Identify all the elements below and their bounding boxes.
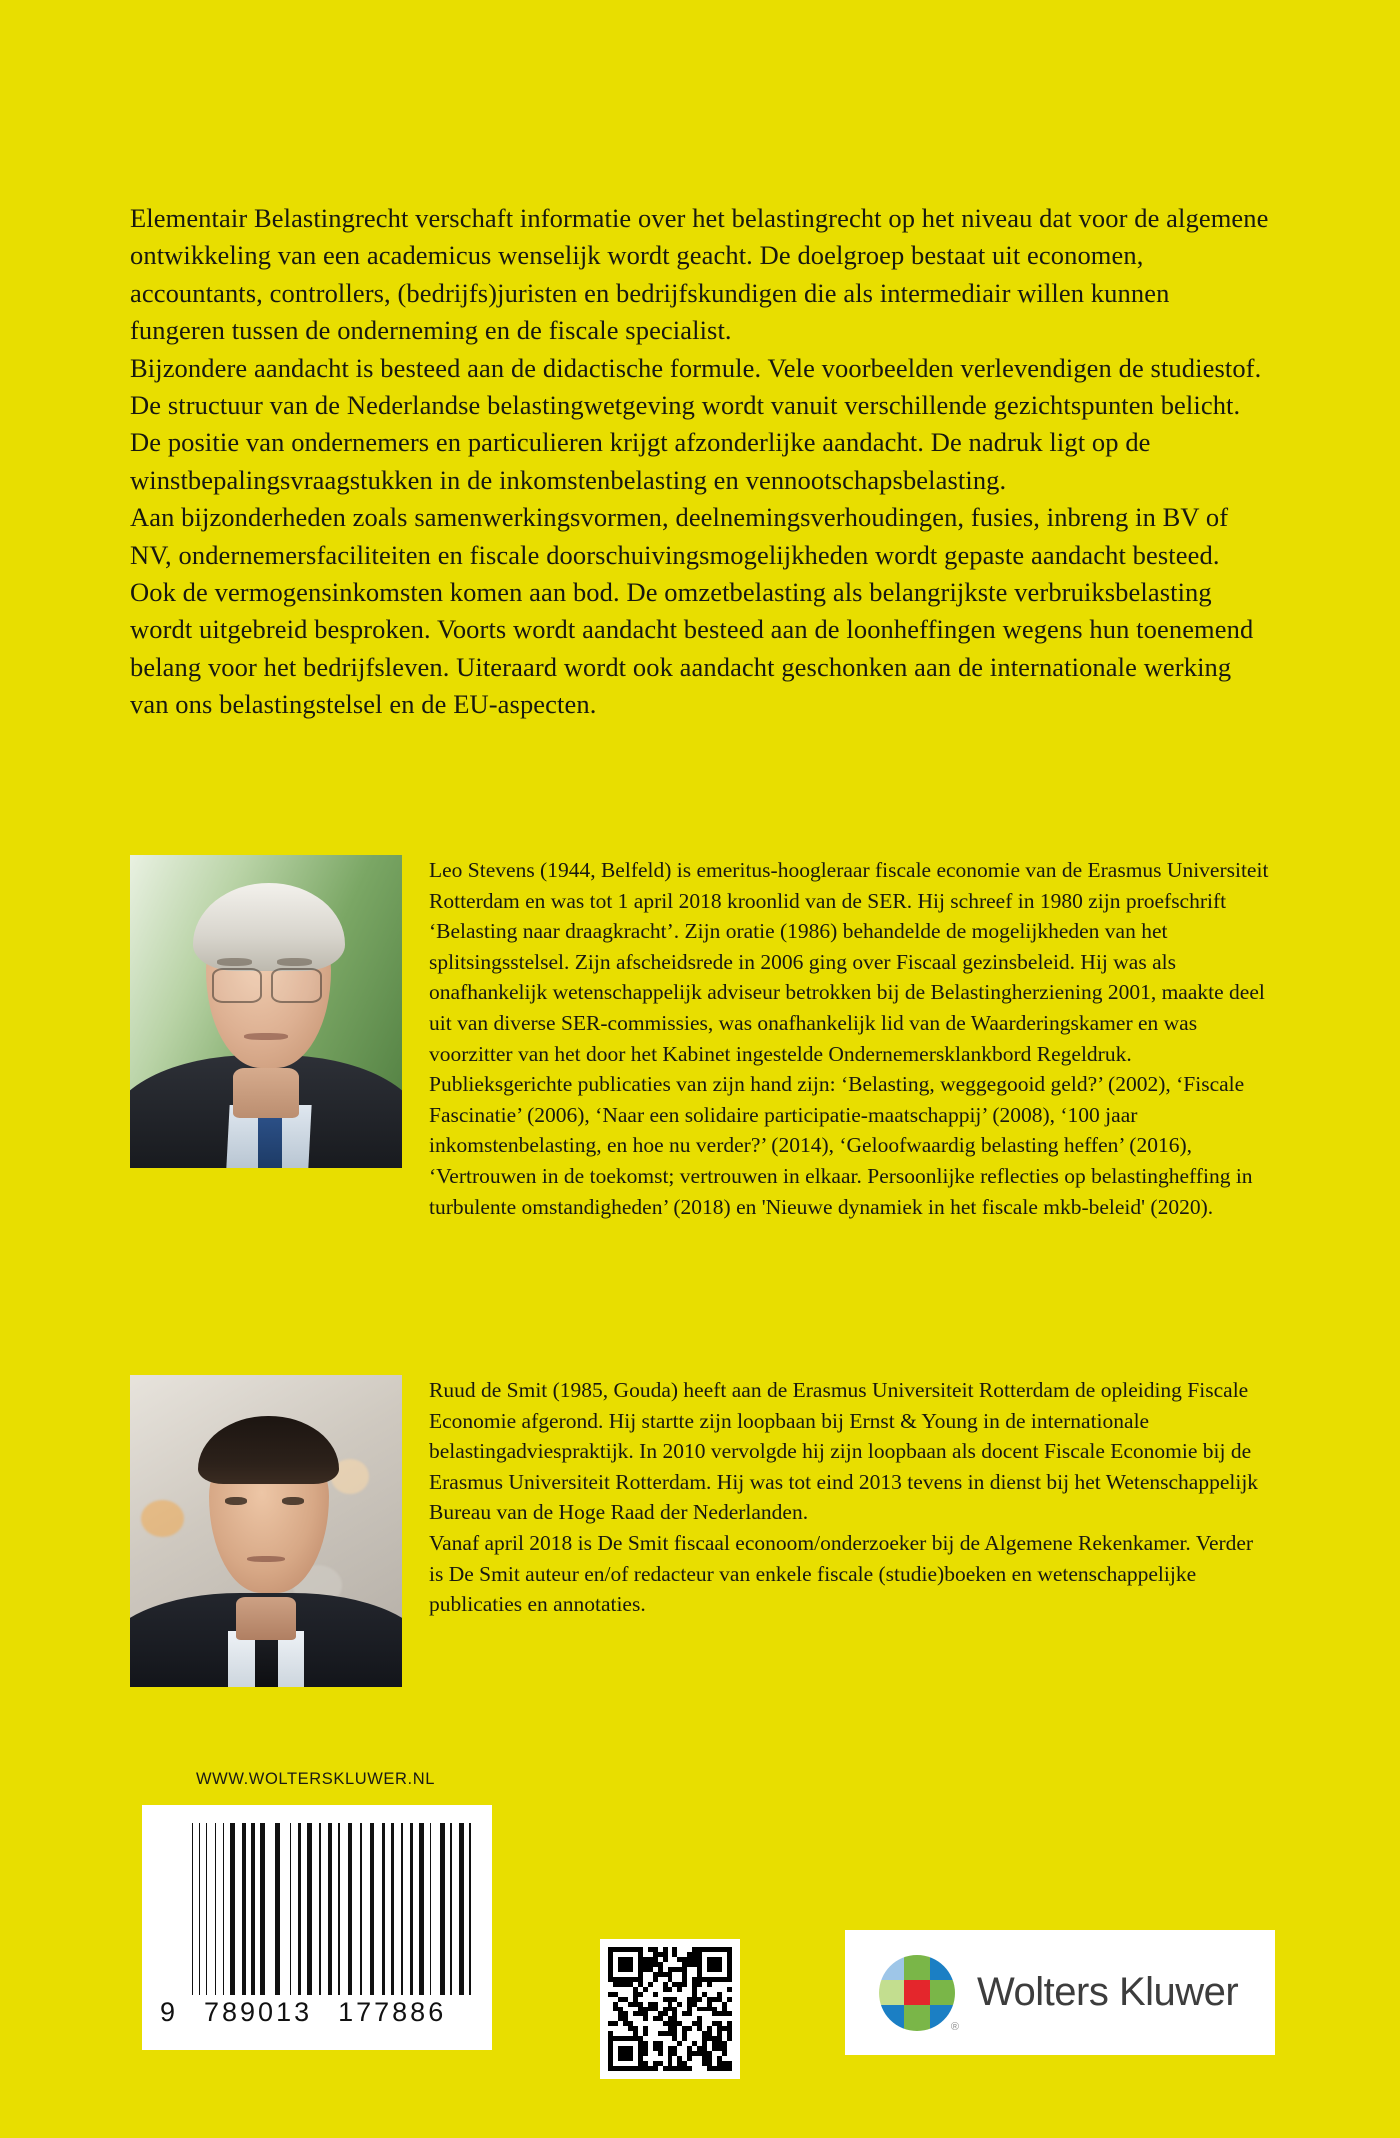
wolters-kluwer-mark-icon bbox=[879, 1955, 959, 2033]
barcode-digits bbox=[158, 1997, 476, 2028]
author-bio-text-stevens bbox=[429, 855, 1270, 1222]
isbn-barcode bbox=[142, 1805, 492, 2050]
author-portrait-stevens bbox=[130, 855, 402, 1168]
stevens-paragraph-1: Leo Stevens (1944, Belfeld) is emeritus-hoogleraar fiscale economie van de Erasmus Universiteit Rotterdam en was tot 1 april 2018 kroonlid van de SER. Hij schreef in 1980 zijn proefschrift ‘Belasting naar draagkracht’. Zijn oratie (1986) behandelde de mogelijkheden van het splitsingsstelsel. Zijn afscheidsrede in 2006 ging over Fiscaal gezinsbeleid. Hij was als onafhankelijk wetenschappelijk adviseur betrokken bij de Belastingherziening 2001, maakte deel uit van diverse SER-commissies, was onafhankelijk lid van de Waarderingskamer en was voorzitter van het door het Kabinet ingestelde Ondernemersklankbord Regeldruk. bbox=[429, 858, 1269, 1066]
publisher-logo bbox=[845, 1930, 1275, 2055]
barcode-group-2: 177886 bbox=[338, 1997, 447, 2027]
barcode-bars bbox=[158, 1823, 476, 1995]
description-paragraph-3: Aan bijzonderheden zoals samenwerkingsvormen, deelnemingsverhoudingen, fusies, inbreng in BV of NV, ondernemersfaciliteiten en fiscale doorschuivingsmogelijkheden wordt gepaste aandacht besteed. Ook de vermogensinkomsten komen aan bod. De omzetbelasting als belangrijkste verbruiksbelasting wordt uitgebreid besproken. Voorts wordt aandacht besteed aan de loonheffingen wegens hun toenemend belang voor het bedrijfsleven. Uiteraard wordt ook aandacht geschonken aan de internationale werking van ons belastingstelsel en de EU-aspecten. bbox=[130, 502, 1254, 720]
publisher-website-url[interactable]: WWW.WOLTERSKLUWER.NL bbox=[196, 1770, 436, 1788]
author-bio-stevens bbox=[130, 855, 1270, 1222]
barcode-lead-digit: 9 bbox=[160, 1997, 179, 2027]
author-bio-text-smit bbox=[429, 1375, 1270, 1620]
registered-trademark-symbol: ® bbox=[950, 2020, 959, 2033]
smit-paragraph-2: Vanaf april 2018 is De Smit fiscaal econoom/onderzoeker bij de Algemene Rekenkamer. Verder is De Smit auteur en/of redacteur van enkele fiscale (studie)boeken en wetenschappelijke publicaties en annotaties. bbox=[429, 1530, 1254, 1617]
description-paragraph-1: Elementair Belastingrecht verschaft informatie over het belastingrecht op het niveau dat voor de algemene ontwikkeling van een academicus wenselijk wordt geacht. De doelgroep bestaat uit economen, accountants, controllers, (bedrijfs)juristen en bedrijfskundigen die als intermediair willen kunnen fungeren tussen de onderneming en de fiscale specialist. bbox=[130, 203, 1269, 346]
author-bio-smit bbox=[130, 1375, 1270, 1687]
author-portrait-smit bbox=[130, 1375, 402, 1687]
publisher-name: Wolters Kluwer bbox=[977, 1970, 1239, 2014]
stevens-paragraph-2: Publieksgerichte publicaties van zijn hand zijn: ‘Belasting, weggegooid geld?’ (2002), ‘Fiscale Fascinatie’ (2006), ‘Naar een solidaire participatie-maatschappij’ (2008), ‘100 jaar inkomstenbelasting, en hoe nu verder?’ (2014), ‘Geloofwaardig belasting heffen’ (2016), ‘Vertrouwen in de toekomst; vertrouwen in elkaar. Persoonlijke reflecties op belastingheffing in turbulente omstandigheden’ (2018) en 'Nieuwe dynamiek in het fiscale mkb-beleid' (2020). bbox=[429, 1072, 1253, 1219]
barcode-group-1: 789013 bbox=[204, 1997, 313, 2027]
book-description bbox=[130, 200, 1270, 724]
description-paragraph-2: Bijzondere aandacht is besteed aan de didactische formule. Vele voorbeelden verlevendigen de studiestof. De structuur van de Nederlandse belastingwetgeving wordt vanuit verschillende gezichtspunten belicht. De positie van ondernemers en particulieren krijgt afzonderlijke aandacht. De nadruk ligt op de winstbepalingsvraagstukken in de inkomstenbelasting en vennootschapsbelasting. bbox=[130, 352, 1262, 495]
qr-code[interactable] bbox=[600, 1939, 740, 2079]
smit-paragraph-1: Ruud de Smit (1985, Gouda) heeft aan de Erasmus Universiteit Rotterdam de opleiding Fiscale Economie afgerond. Hij startte zijn loopbaan bij Ernst & Young in de internationale belastingadviespraktijk. In 2010 vervolgde hij zijn loopbaan als docent Fiscale Economie bij de Erasmus Universiteit Rotterdam. Hij was tot eind 2013 tevens in dienst bij het Wetenschappelijk Bureau van de Hoge Raad der Nederlanden. bbox=[429, 1378, 1259, 1525]
